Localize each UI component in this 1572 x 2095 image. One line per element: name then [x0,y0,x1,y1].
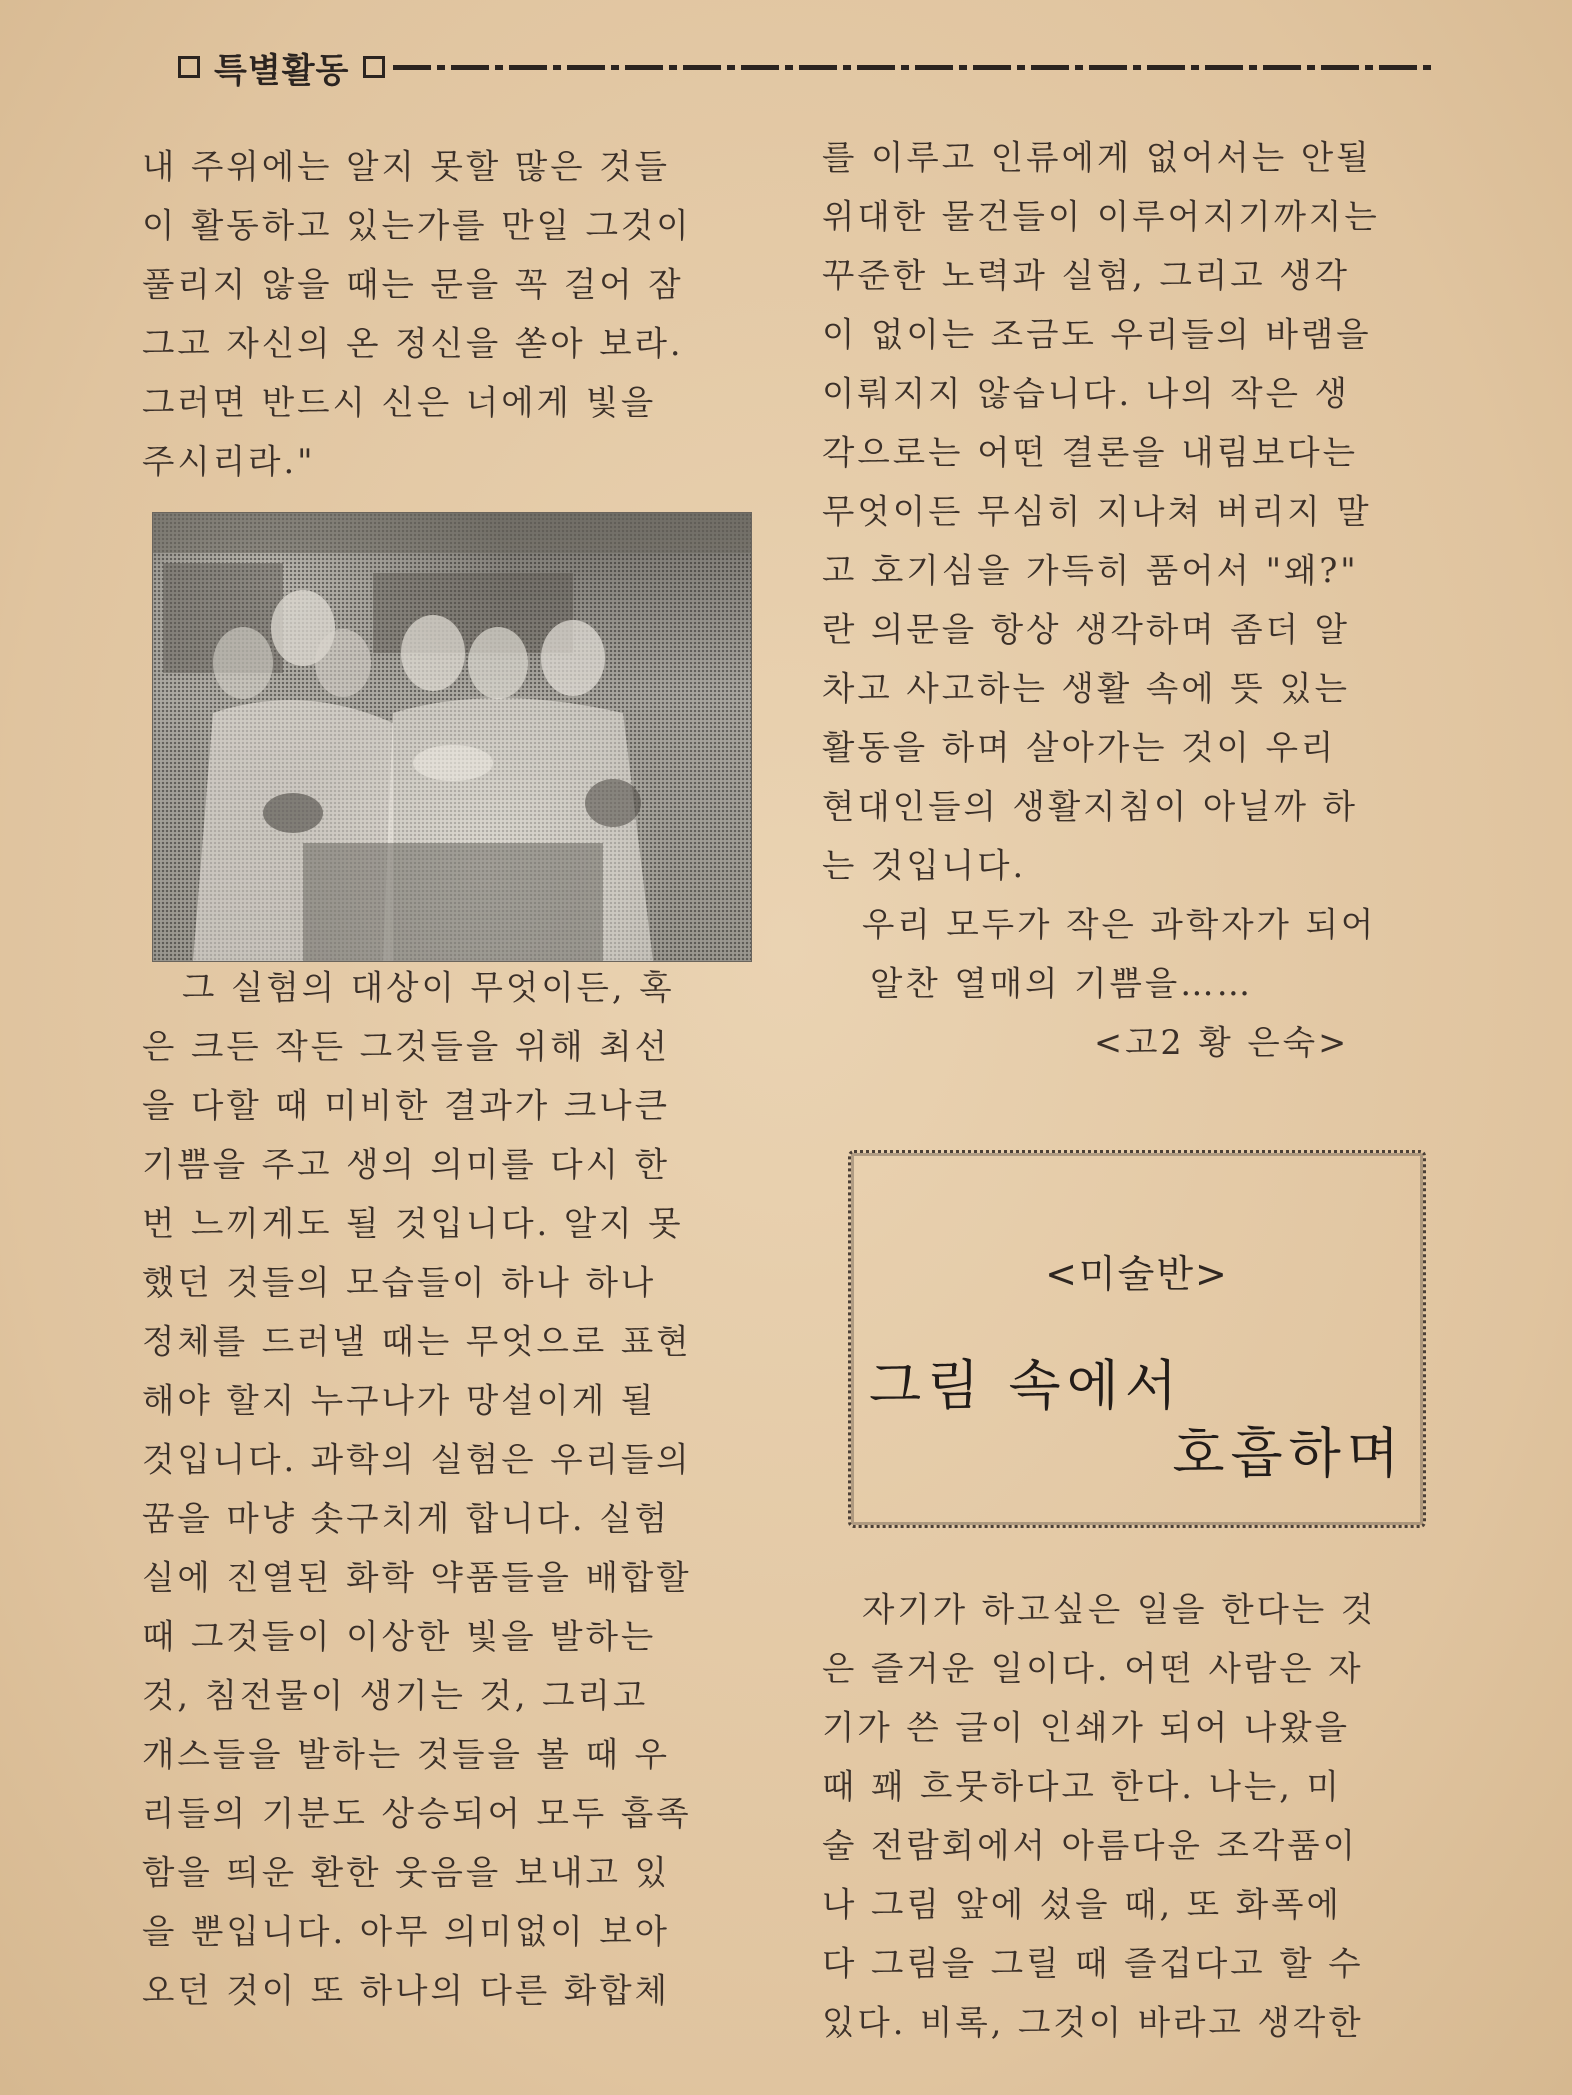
text-line: 을 다할 때 미비한 결과가 크나큰 [142,1086,670,1125]
text-line: 다 그림을 그릴 때 즐겁다고 할 수 [822,1944,1364,1983]
text-line: 했던 것들의 모습들이 하나 하나 [142,1263,657,1302]
text-line: 개스들을 발하는 것들을 볼 때 우 [142,1735,670,1774]
text-line: 고 호기심을 가득히 품어서 "왜?" [822,551,1359,590]
text-line: 풀리지 않을 때는 문을 꼭 걸어 잠 [142,265,684,304]
text-line: 그고 자신의 온 정신을 쏟아 보라. [142,324,684,363]
photo-figures-image [153,513,751,961]
text-line: 현대인들의 생활지침이 아닐까 하 [822,787,1358,826]
section-header [178,42,1433,92]
text-line: 정체를 드러낼 때는 무엇으로 표현 [142,1322,692,1361]
article-title-box [848,1150,1426,1528]
text-line: 해야 할지 누구나가 망설이게 될 [142,1381,657,1420]
text-line: 실에 진열된 화학 약품들을 배합할 [142,1558,692,1597]
text-line: 오던 것이 또 하나의 다른 화합체 [142,1971,670,2010]
text-line: 번 느끼게도 될 것입니다. 알지 못 [142,1204,684,1243]
header-box-icon [363,56,385,78]
text-line: 그 실험의 대상이 무엇이든, 혹 [182,968,675,1007]
author-signature: <고2 황 은숙> [1094,1023,1350,1062]
text-line: 내 주위에는 알지 못할 많은 것들 [142,147,670,186]
header-title: 특별활동 [214,50,350,91]
right-column-bottom [822,1580,1442,2052]
text-line: 것입니다. 과학의 실험은 우리들의 [142,1440,692,1479]
left-column-top [142,137,762,491]
text-line: 때 그것들이 이상한 빛을 발하는 [142,1617,657,1656]
text-line: 자기가 하고싶은 일을 한다는 것 [862,1590,1377,1629]
text-line: 함을 띄운 환한 웃음을 보내고 있 [142,1853,670,1892]
text-line: 를 이루고 인류에게 없어서는 안될 [822,138,1372,177]
text-line: 은 크든 작든 그것들을 위해 최선 [142,1027,670,1066]
left-column-bottom [142,958,762,2020]
text-line: 주시리라." [142,442,316,481]
text-line: 이 활동하고 있는가를 만일 그것이 [142,206,692,245]
text-line: 활동을 하며 살아가는 것이 우리 [822,728,1337,767]
right-column-top [822,128,1442,1072]
text-line: 그러면 반드시 신은 너에게 빛을 [142,383,657,422]
text-line: 것, 침전물이 생기는 것, 그리고 [142,1676,649,1715]
article-title-line2: 호흡하며 [1172,1422,1405,1485]
text-line: 위대한 물건들이 이루어지기까지는 [822,197,1380,236]
header-box-icon [178,56,200,78]
article-title-line1: 그림 속에서 [869,1354,1183,1417]
poem-line: 우리 모두가 작은 과학자가 되어 [862,905,1377,944]
text-line: 꿈을 마냥 솟구치게 합니다. 실험 [142,1499,670,1538]
text-line: 나 그림 앞에 섰을 때, 또 화폭에 [822,1885,1342,1924]
text-line: 차고 사고하는 생활 속에 뜻 있는 [822,669,1350,708]
text-line: 은 즐거운 일이다. 어떤 사람은 자 [822,1649,1364,1688]
poem-line: 알찬 열매의 기쁨을…… [870,964,1254,1003]
text-line: 있다. 비록, 그것이 바라고 생각한 [822,2003,1364,2042]
club-name: <미술반> [1045,1252,1229,1296]
text-line: 꾸준한 노력과 실험, 그리고 생각 [822,256,1350,295]
header-rule [393,65,1433,70]
text-line: 리들의 기분도 상승되어 모두 흡족 [142,1794,692,1833]
text-line: 기가 쓴 글이 인쇄가 되어 나왔을 [822,1708,1350,1747]
club-photo [152,512,752,962]
text-line: 무엇이든 무심히 지나쳐 버리지 말 [822,492,1372,531]
text-line: 술 전람회에서 아름다운 조각품이 [822,1826,1358,1865]
text-line: 이 없이는 조금도 우리들의 바램을 [822,315,1372,354]
text-line: 때 꽤 흐뭇하다고 한다. 나는, 미 [822,1767,1342,1806]
text-line: 각으로는 어떤 결론을 내림보다는 [822,433,1358,472]
text-line: 기쁨을 주고 생의 의미를 다시 한 [142,1145,670,1184]
text-line: 는 것입니다. [822,846,1027,885]
text-line: 란 의문을 항상 생각하며 좀더 알 [822,610,1350,649]
text-line: 을 뿐입니다. 아무 의미없이 보아 [142,1912,670,1951]
text-line: 이뤄지지 않습니다. 나의 작은 생 [822,374,1350,413]
